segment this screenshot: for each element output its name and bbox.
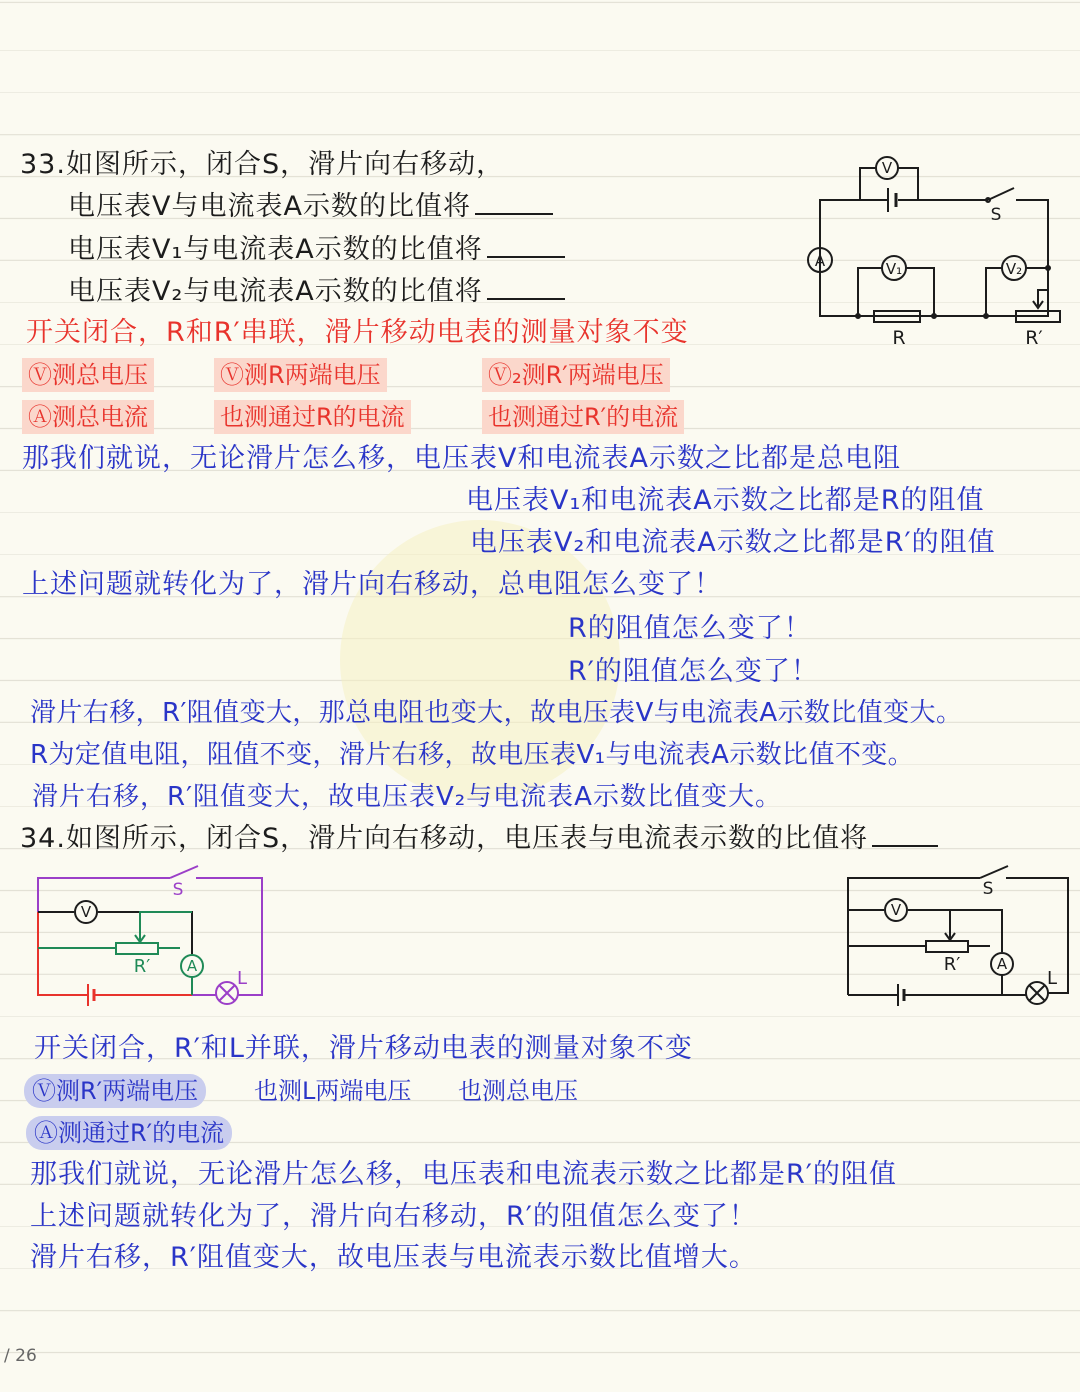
answer-blank[interactable] [487,276,565,300]
q33-answer-1: 滑片右移，R′阻值变大，那总电阻也变大，故电压表V与电流表A示数比值变大。 [30,698,963,728]
answer-blank[interactable] [487,234,565,258]
answer-blank[interactable] [475,191,553,215]
q34-highlight-vc: 也测总电压 [458,1077,578,1105]
q33-question-3: 电压表V₂与电流表A示数的比值将 [68,275,565,309]
q34c-voltmeter-label: V [80,903,92,921]
q34-note: 开关闭合，R′和L并联，滑片移动电表的测量对象不变 [34,1033,693,1064]
q34c-lamp-label: L [236,968,248,989]
q34c-ammeter-label: A [186,957,198,975]
q34-highlight-v: Ⓥ测R′两端电压 [24,1074,206,1108]
q34-statement-2: 上述问题就转化为了，滑片向右移动，R′的阻值怎么变了！ [30,1201,757,1232]
q33-rheostat-label: R′ [1025,327,1043,349]
q34-switch-label: S [982,879,994,899]
q33-circuit-diagram [800,150,1070,350]
q33-ammeter-label: A [814,252,826,270]
q34-rheostat-label: R′ [943,954,961,975]
q33-title: 33.如图所示，闭合S，滑片向右移动， [20,149,505,180]
q33-voltmeter-v1-label: V₁ [885,260,903,278]
q34-colored-circuit-diagram [30,860,270,1010]
q34-ammeter-label: A [996,955,1008,973]
q33-note: 开关闭合，R和R′串联，滑片移动电表的测量对象不变 [26,317,689,348]
q33-question-1: 电压表V与电流表A示数的比值将 [68,190,553,224]
q34c-rheostat-label: R′ [133,956,151,977]
q33-switch-label: S [990,205,1002,225]
q33-answer-2: R为定值电阻，阻值不变，滑片右移，故电压表V₁与电流表A示数比值不变。 [30,740,915,770]
q34-lamp-label: L [1046,968,1058,989]
q33-statement-6: R′的阻值怎么变了！ [568,656,819,687]
q34-highlight-vb: 也测L两端电压 [254,1077,412,1105]
q33-statement-4: 上述问题就转化为了，滑片向右移动，总电阻怎么变了！ [22,569,722,600]
q33-highlight-v: Ⓥ测总电压 [22,358,154,392]
q33-highlight-v1b: 也测通过R的电流 [214,400,411,434]
q34-voltmeter-label: V [890,901,902,919]
q33-voltmeter-v2-label: V₂ [1005,260,1023,278]
answer-blank[interactable] [872,823,938,847]
q34-circuit-diagram [840,860,1070,1010]
q34-answer: 滑片右移，R′阻值变大，故电压表与电流表示数比值增大。 [30,1242,757,1273]
q34-statement-1: 那我们就说，无论滑片怎么移，电压表和电流表示数之比都是R′的阻值 [30,1159,897,1190]
q33-highlight-v2: Ⓥ₂测R′两端电压 [482,358,670,392]
q34-highlight-a: Ⓐ测通过R′的电流 [26,1116,232,1150]
q33-voltmeter-v-label: V [881,159,893,177]
q33-statement-1: 那我们就说，无论滑片怎么移，电压表V和电流表A示数之比都是总电阻 [22,443,901,474]
q33-highlight-a: Ⓐ测总电流 [22,400,154,434]
q33-question-2: 电压表V₁与电流表A示数的比值将 [68,233,565,267]
q33-answer-3: 滑片右移，R′阻值变大，故电压表V₂与电流表A示数比值变大。 [32,782,782,812]
q33-highlight-v2b: 也测通过R′的电流 [482,400,684,434]
q34-title: 34.如图所示，闭合S，滑片向右移动，电压表与电流表示数的比值将 [20,822,938,856]
q33-resistor-r-label: R [892,327,906,349]
page-number: / 26 [4,1346,37,1366]
q33-statement-5: R的阻值怎么变了！ [568,613,812,644]
q33-statement-2: 电压表V₁和电流表A示数之比都是R的阻值 [466,485,985,516]
q33-statement-3: 电压表V₂和电流表A示数之比都是R′的阻值 [470,527,996,558]
q34c-switch-label: S [172,880,184,900]
q33-highlight-v1: Ⓥ测R两端电压 [214,358,387,392]
